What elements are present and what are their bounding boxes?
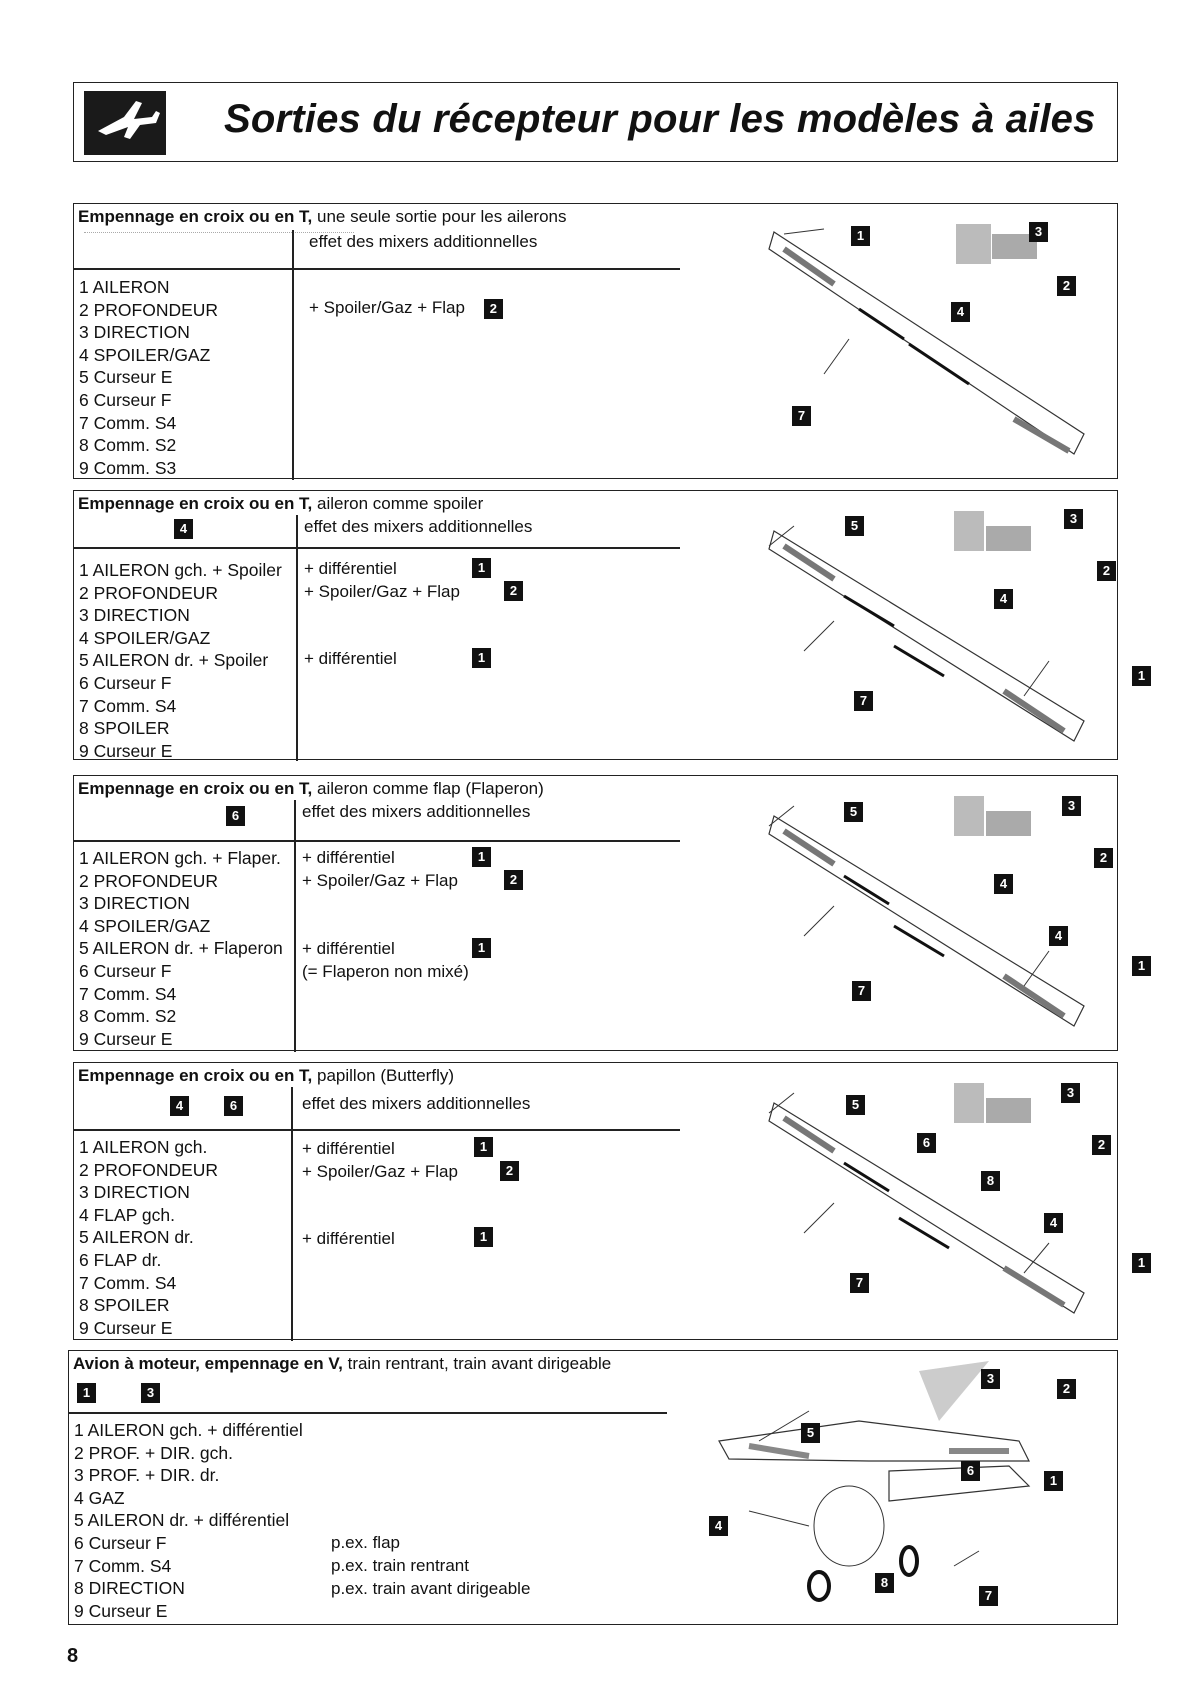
channel-badge: 8 bbox=[981, 1171, 1000, 1191]
channel-list: 1 AILERON 2 PROFONDEUR 3 DIRECTION 4 SPOILER/GAZ 5 Curseur E 6 Curseur F 7 Comm. S4 8 Comm. S2 9 Comm. S3 bbox=[79, 277, 219, 478]
channel-badge: 7 bbox=[850, 1273, 869, 1293]
glider-diagram bbox=[694, 491, 1119, 761]
channel-badge: 3 bbox=[981, 1369, 1000, 1389]
channel-badge: 1 bbox=[851, 226, 870, 246]
glider-diagram bbox=[694, 1063, 1119, 1341]
channel-badge: 1 bbox=[472, 847, 491, 867]
channel-list: 1 AILERON gch. + différentiel 2 PROF. + DIR. gch. 3 PROF. + DIR. dr. 4 GAZ 5 AILERON dr. + différentiel 6 Curseur F 7 Comm. S4 8 DIRECTION 9 Curseur E bbox=[74, 1420, 303, 1621]
section-title: Empennage en croix ou en T, aileron comme flap (Flaperon) bbox=[78, 779, 544, 798]
channel-badge: 1 bbox=[474, 1227, 493, 1247]
section-title: Empennage en croix ou en T, papillon (Butterfly) bbox=[78, 1066, 455, 1085]
channel-badge: 7 bbox=[852, 981, 871, 1001]
mix-line: + Spoiler/Gaz + Flap 2 bbox=[309, 298, 503, 319]
effet-label: effet des mixers additionnelles bbox=[309, 232, 538, 251]
channel-badge: 2 bbox=[1097, 561, 1116, 581]
channel-badge: 5 bbox=[846, 1095, 865, 1115]
channel-badge: 4 bbox=[951, 302, 970, 322]
channel-badge: 4 bbox=[994, 589, 1013, 609]
section-2: Empennage en croix ou en T, aileron comme spoiler 4 effet des mixers additionnelles 1 AILERON gch. + Spoiler 2 PROFONDEUR 3 DIRECTION 4 SPOILER/GAZ 5 AILERON dr. + Spoiler 6 Curseur F 7 Comm. S4 8 SPOILER 9 Curseur E + différentiel 1 + Spoiler/Gaz + Flap 2 + différentiel 1 5 3 2 4 7 1 bbox=[73, 490, 1118, 760]
channel-list: 1 AILERON gch. + Spoiler 2 PROFONDEUR 3 DIRECTION 4 SPOILER/GAZ 5 AILERON dr. + Spoiler 6 Curseur F 7 Comm. S4 8 SPOILER 9 Curseur E bbox=[79, 560, 282, 761]
channel-badge: 4 bbox=[994, 874, 1013, 894]
channel-badge: 4 bbox=[1044, 1213, 1063, 1233]
section-title: Avion à moteur, empennage en V, train rentrant, train avant dirigeable bbox=[73, 1354, 612, 1373]
channel-badge: 2 bbox=[484, 299, 503, 319]
glider-diagram bbox=[694, 776, 1119, 1052]
channel-badge: 1 bbox=[1044, 1471, 1063, 1491]
channel-badge: 3 bbox=[1061, 1083, 1080, 1103]
channel-badge: 1 bbox=[472, 558, 491, 578]
channel-badge: 2 bbox=[504, 581, 523, 601]
channel-badge: 3 bbox=[1064, 509, 1083, 529]
section-title: Empennage en croix ou en T, aileron comme spoiler bbox=[78, 494, 484, 513]
channel-badge: 7 bbox=[979, 1586, 998, 1606]
channel-badge: 1 bbox=[1132, 956, 1151, 976]
channel-badge: 6 bbox=[917, 1133, 936, 1153]
channel-badge: 7 bbox=[792, 406, 811, 426]
section-3: Empennage en croix ou en T, aileron comme flap (Flaperon) 6 effet des mixers additionnelles 1 AILERON gch. + Flaper. 2 PROFONDEUR 3 DIRECTION 4 SPOILER/GAZ 5 AILERON dr. + Flaperon 6 Curseur F 7 Comm. S4 8 Comm. S2 9 Curseur E + différentiel 1 + Spoiler/Gaz + Flap 2 + différentiel 1 (= Flaperon non mixé) 5 3 2 4 4 7 1 bbox=[73, 775, 1118, 1051]
channel-badge: 2 bbox=[504, 870, 523, 890]
page-number: 8 bbox=[67, 1645, 79, 1667]
channel-badge: 1 bbox=[1132, 666, 1151, 686]
channel-badge: 5 bbox=[845, 516, 864, 536]
channel-badge: 2 bbox=[1057, 1379, 1076, 1399]
channel-badge: 6 bbox=[961, 1461, 980, 1481]
channel-badge: 3 bbox=[1029, 222, 1048, 242]
section-4: Empennage en croix ou en T, papillon (Butterfly) 4 6 effet des mixers additionnelles 1 AILERON gch. 2 PROFONDEUR 3 DIRECTION 4 FLAP gch. 5 AILERON dr. 6 FLAP dr. 7 Comm. S4 8 SPOILER 9 Curseur E + différentiel 1 + Spoiler/Gaz + Flap 2 + différentiel 1 5 3 6 2 8 4 7 1 bbox=[73, 1062, 1118, 1340]
page-title: Sorties du récepteur pour les modèles à ailes bbox=[224, 97, 1096, 141]
channel-badge: 4 bbox=[709, 1516, 728, 1536]
channel-badge: 3 bbox=[141, 1383, 160, 1403]
channel-badge: 4 bbox=[174, 519, 193, 539]
channel-badge: 2 bbox=[500, 1161, 519, 1181]
channel-badge: 5 bbox=[844, 802, 863, 822]
channel-badge: 1 bbox=[77, 1383, 96, 1403]
channel-list: 1 AILERON gch. 2 PROFONDEUR 3 DIRECTION 4 FLAP gch. 5 AILERON dr. 6 FLAP dr. 7 Comm. S4 8 SPOILER 9 Curseur E bbox=[79, 1137, 219, 1338]
channel-badge: 1 bbox=[474, 1137, 493, 1157]
channel-badge: 5 bbox=[801, 1423, 820, 1443]
channel-badge: 4 bbox=[1049, 926, 1068, 946]
channel-badge: 1 bbox=[472, 938, 491, 958]
airplane-icon bbox=[84, 91, 166, 155]
channel-badge: 6 bbox=[226, 806, 245, 826]
channel-badge: 1 bbox=[472, 648, 491, 668]
section-title: Empennage en croix ou en T, une seule sortie pour les ailerons bbox=[78, 207, 567, 226]
glider-diagram bbox=[694, 204, 1119, 480]
channel-badge: 3 bbox=[1062, 796, 1081, 816]
section-5: Avion à moteur, empennage en V, train rentrant, train avant dirigeable 1 3 1 AILERON gch. + différentiel 2 PROF. + DIR. gch. 3 PROF. + DIR. dr. 4 GAZ 5 AILERON dr. + différentiel 6 Curseur F 7 Comm. S4 8 DIRECTION 9 Curseur E p.ex. flap p.ex. train rentrant p.ex. train avant dirigeable 3 2 5 6 1 4 8 7 bbox=[68, 1350, 1118, 1625]
channel-list: 1 AILERON gch. + Flaper. 2 PROFONDEUR 3 DIRECTION 4 SPOILER/GAZ 5 AILERON dr. + Flaperon 6 Curseur F 7 Comm. S4 8 Comm. S2 9 Curseur E bbox=[79, 848, 283, 1049]
channel-badge: 4 bbox=[170, 1096, 189, 1116]
section-1 bbox=[73, 203, 1118, 479]
header-box bbox=[73, 82, 1118, 162]
channel-badge: 7 bbox=[854, 691, 873, 711]
channel-badge: 2 bbox=[1057, 276, 1076, 296]
channel-badge: 2 bbox=[1092, 1135, 1111, 1155]
channel-badge: 2 bbox=[1094, 848, 1113, 868]
channel-badge: 6 bbox=[224, 1096, 243, 1116]
channel-badge: 8 bbox=[875, 1573, 894, 1593]
channel-badge: 1 bbox=[1132, 1253, 1151, 1273]
